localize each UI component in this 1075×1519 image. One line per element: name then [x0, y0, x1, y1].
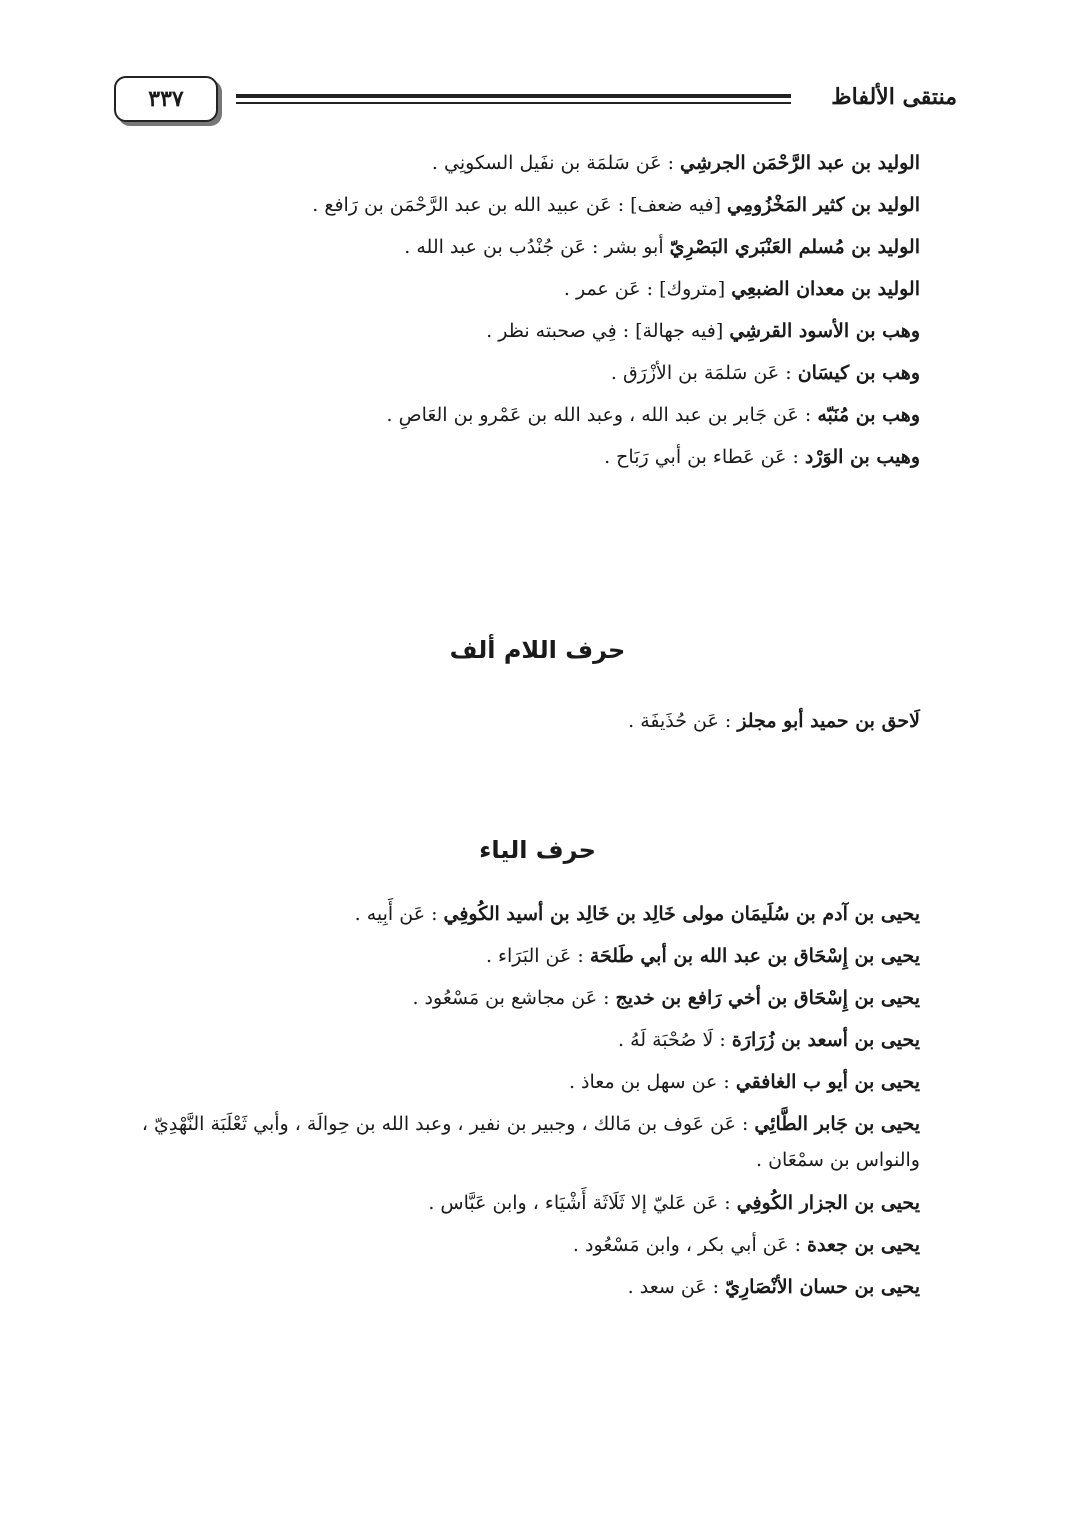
entry-waw-1 — [110, 184, 920, 226]
entry-text: : عَن سَلمَة بن نفَيل السكونِي . — [431, 152, 681, 174]
entry-ya-1 — [110, 935, 920, 977]
entry-name: وهيب بن الوَرْد — [804, 446, 920, 468]
entry-ya-0 — [110, 893, 920, 935]
entry-name: يحيى بن إِسْحَاق بن أخي رَافع بن خديج — [615, 987, 920, 1009]
entry-waw-0 — [110, 142, 920, 184]
entry-ya-3 — [110, 1019, 920, 1061]
entry-name: يحيى بن الجزار الكُوفِي — [736, 1192, 920, 1214]
entry-name: الوليد بن مُسلم العَنْبَري البَصْرِيّ — [669, 236, 920, 258]
section-heading-lam-alif: حرف اللام ألف — [449, 636, 626, 664]
entry-ya-8 — [110, 1266, 920, 1308]
running-title: منتقى الألفاظ — [831, 84, 957, 110]
entry-text: [متروك] : عَن عمر . — [563, 278, 732, 300]
entry-text: : عن سهل بن معاذ . — [568, 1071, 736, 1093]
page-number: ٣٣٧ — [114, 76, 218, 122]
entry-name: يحيى بن آدم بن سُلَيمَان مولى خَالِد بن خَالِد بن أسيد الكُوفِي — [443, 903, 920, 925]
entry-waw-7 — [110, 436, 920, 478]
entry-text: : عَن أبي بكر ، وابن مَسْعُود . — [572, 1234, 808, 1256]
header-rule-thin — [236, 102, 791, 104]
entry-ya-5 — [110, 1106, 962, 1178]
entries-lam-alif — [110, 700, 920, 742]
entry-name: يحيى بن إِسْحَاق بن عبد الله بن أبي طَلحَة — [589, 945, 920, 967]
entry-waw-4 — [110, 310, 920, 352]
entry-name: لَاحق بن حميد أبو مجلز — [737, 710, 920, 732]
entry-name: وهب بن الأسود القرشِي — [729, 320, 920, 342]
entry-name: وهب بن مُنَبّه — [817, 404, 920, 426]
entry-ya-2 — [110, 977, 920, 1019]
entry-text: : عَن عَليّ إلا ثَلَاثَة أَشْيَاء ، وابن عَبَّاس . — [428, 1192, 737, 1214]
header-rule — [236, 94, 791, 108]
entry-waw-2 — [110, 226, 920, 268]
entry-ya-4 — [110, 1061, 920, 1103]
entry-text: : عَن عَطاء بن أبي رَبَاح . — [604, 446, 805, 468]
entry-text: : عَن عَوف بن مَالك ، وجبير بن نفير ، وعبد الله بن حِوالَة ، وأبي ثَعْلَبَة النَّهْدِيّ ، والنواس بن سمْعَان . — [141, 1113, 920, 1171]
entry-text: أبو بشر : عَن جُنْدُب بن عبد الله . — [404, 236, 670, 258]
entry-waw-6 — [110, 394, 920, 436]
entry-text: [فيه ضعف] : عَن عبيد الله بن عبد الرَّحْمَن بن رَافع . — [312, 194, 728, 216]
entry-ya-6 — [110, 1182, 920, 1224]
entry-waw-5 — [110, 352, 920, 394]
section-heading-ya: حرف الياء — [479, 836, 596, 864]
entry-ya-7 — [110, 1224, 920, 1266]
entry-name: وهب بن كيسَان — [797, 362, 920, 384]
entry-text: : عَن جَابر بن عبد الله ، وعبد الله بن عَمْرو بن العَاصِ . — [386, 404, 818, 426]
entry-name: الوليد بن كثير المَخْزُومِي — [727, 194, 920, 216]
entry-text: : عَن أَبِيه . — [354, 903, 444, 925]
entry-name: يحيى بن أسعد بن زُرَارَة — [731, 1029, 920, 1051]
entry-name: يحيى بن حسان الأنْصَارِيّ — [725, 1276, 920, 1298]
entry-name: يحيى بن جَابر الطَّائِي — [754, 1113, 920, 1135]
entry-text: [فيه جهالة] : فِي صحبته نظر . — [486, 320, 730, 342]
page-header — [110, 68, 957, 130]
entry-name: الوليد بن عبد الرَّحْمَن الجرشِي — [680, 152, 920, 174]
header-rule-thick — [236, 94, 791, 98]
entry-text: : عَن مجاشع بن مَسْعُود . — [412, 987, 616, 1009]
entries-ya — [110, 893, 920, 1308]
entry-name: يحيى بن أيو ب الغافقي — [735, 1071, 920, 1093]
entry-text: : عَن البَرَاء . — [485, 945, 590, 967]
entry-name: يحيى بن جعدة — [807, 1234, 920, 1256]
entries-waw — [110, 142, 920, 478]
entry-text: : لَا صُحْبَة لَهُ . — [618, 1029, 732, 1051]
entry-text: : عَن حُذَيفَة . — [628, 710, 738, 732]
entry-text: : عَن سعد . — [627, 1276, 726, 1298]
entry-lam_alif-0 — [110, 700, 920, 742]
entry-waw-3 — [110, 268, 920, 310]
entry-name: الوليد بن معدان الضبعِي — [731, 278, 920, 300]
entry-text: : عَن سَلمَة بن الأزْرَق . — [610, 362, 798, 384]
